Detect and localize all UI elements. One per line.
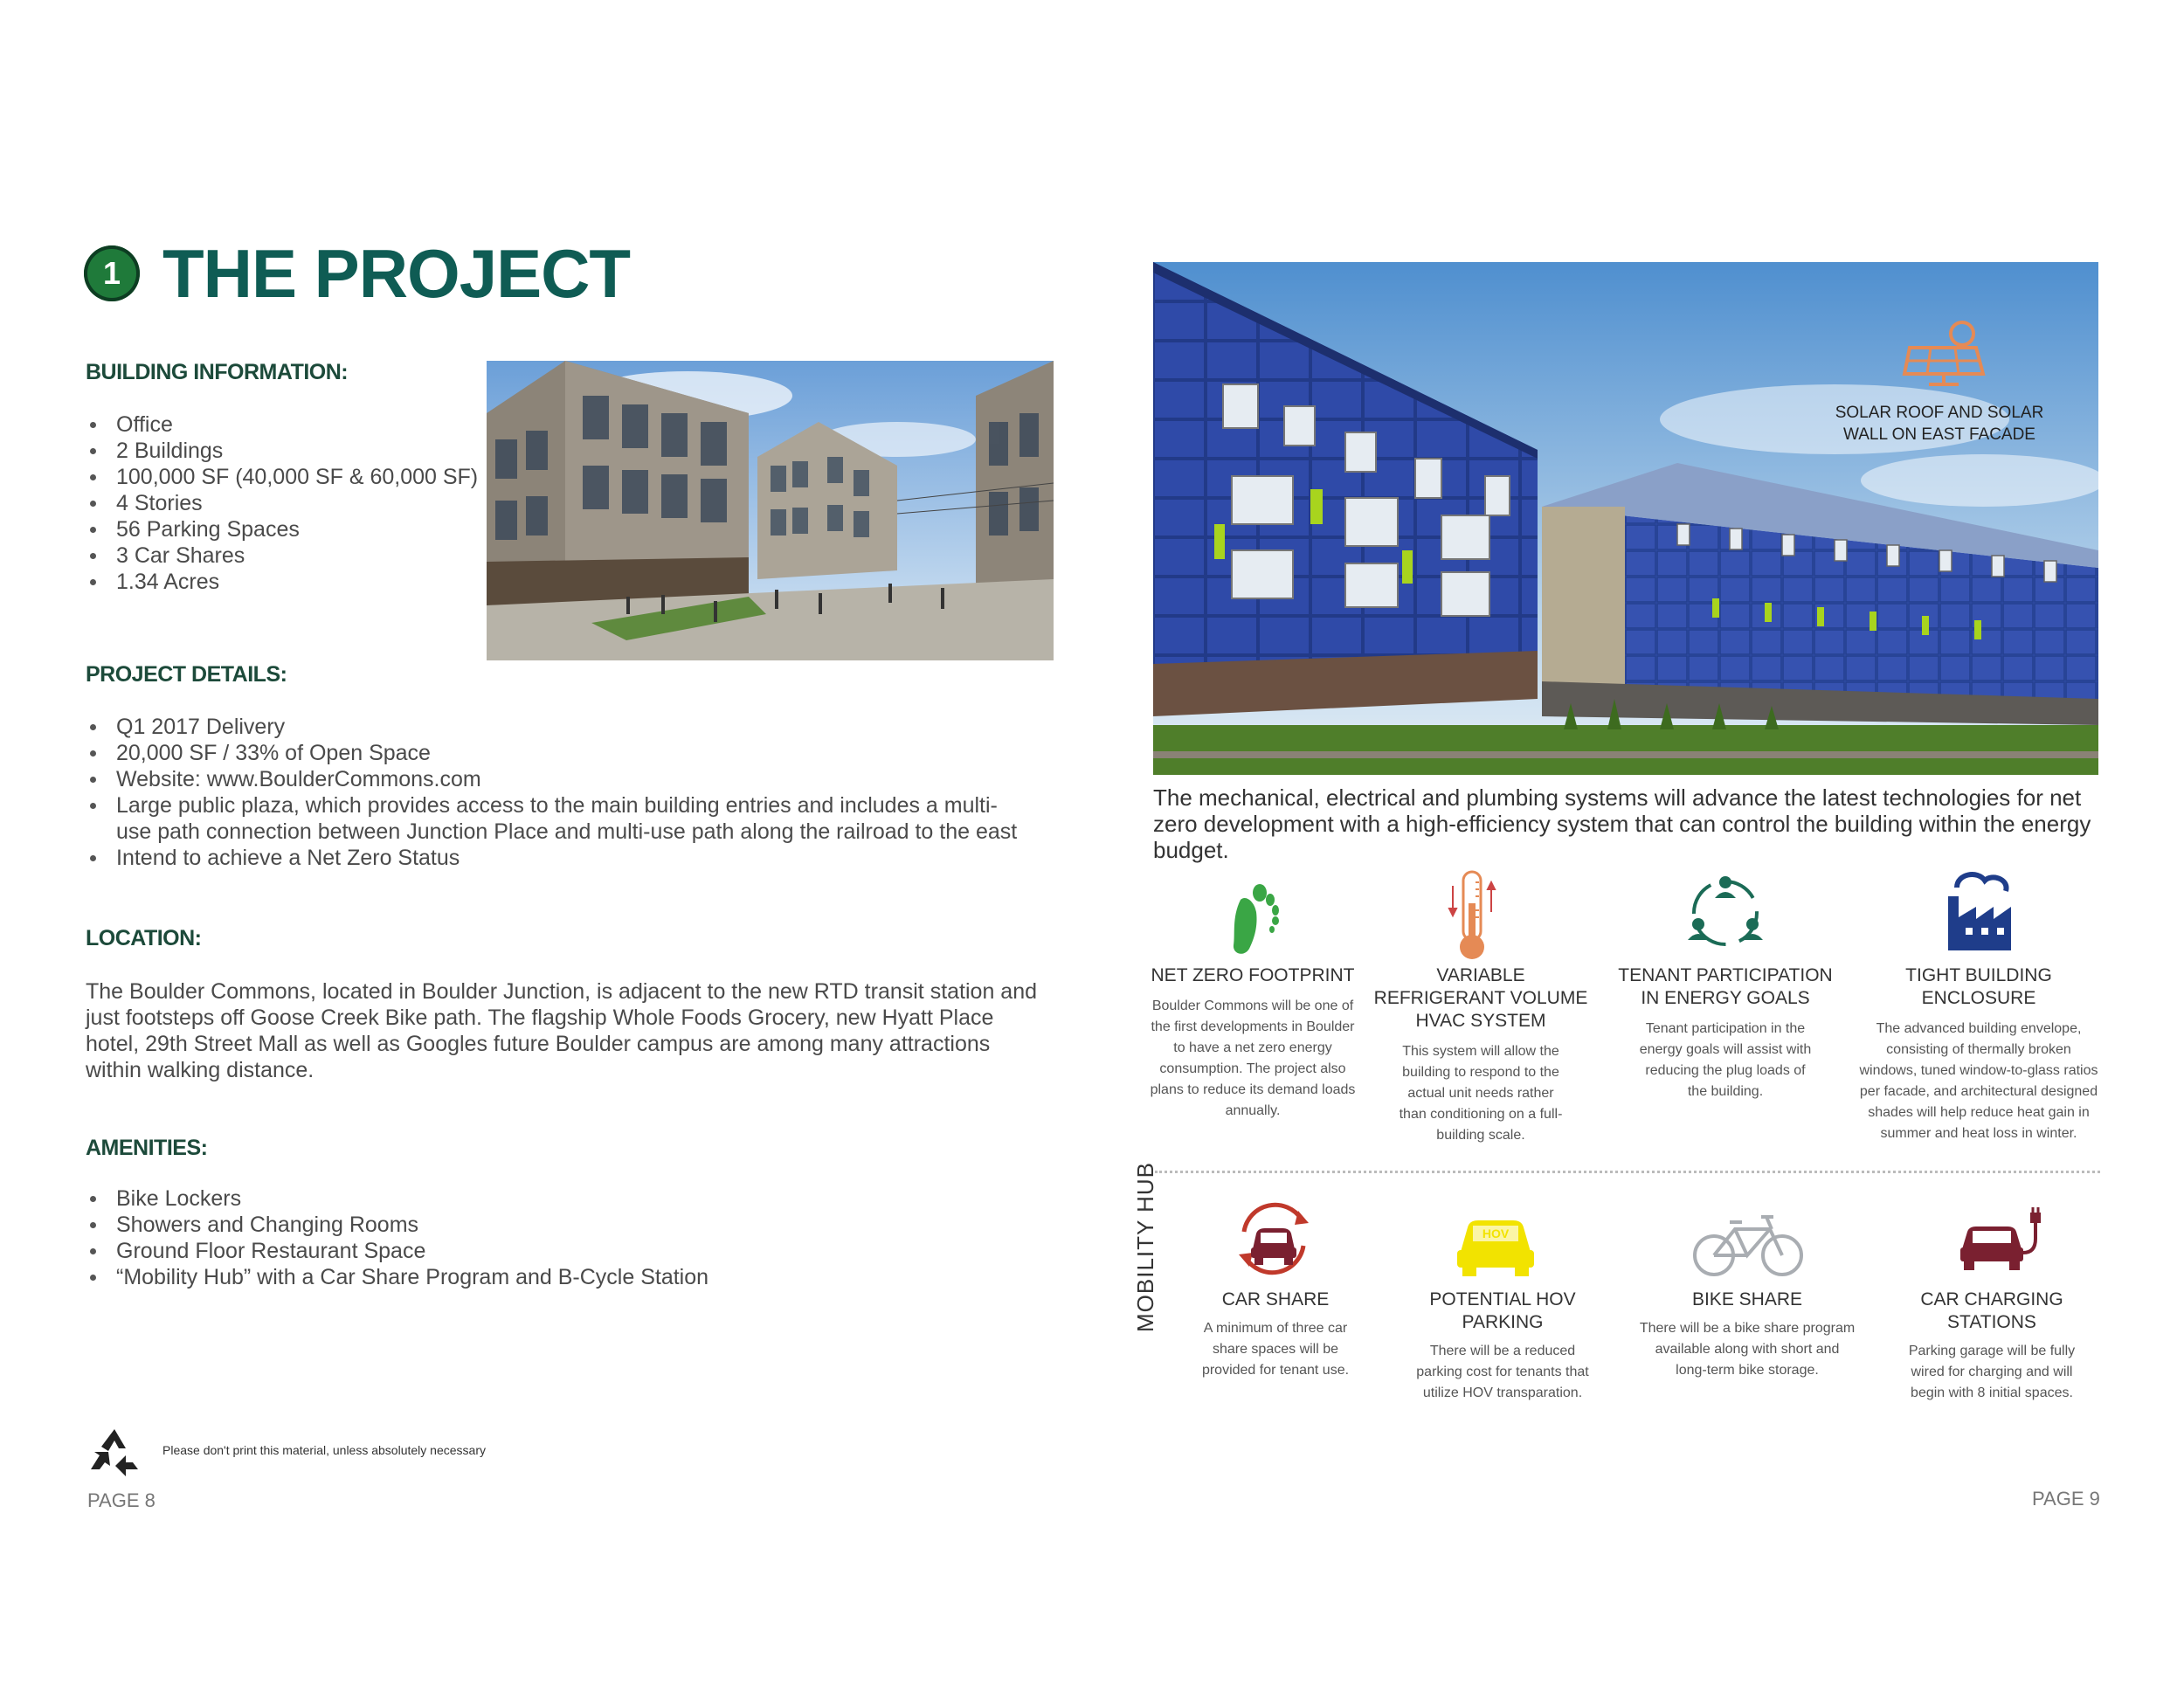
list-item: 4 Stories [86, 490, 479, 516]
list-item: Website: www.BoulderCommons.com [86, 766, 1029, 792]
mobility-title: CAR CHARGING STATIONS [1920, 1289, 2063, 1332]
feature-title: VARIABLE REFRIGERANT VOLUME HVAC SYSTEM [1373, 965, 1588, 1031]
feature-desc: Tenant participation in the energy goals will assist with reducing the plug loads of the building. [1639, 1021, 1812, 1099]
list-item: Ground Floor Restaurant Space [86, 1238, 872, 1264]
feature-net-zero [1148, 964, 1358, 1122]
feature-title: TENANT PARTICIPATION IN ENERGY GOALS [1618, 965, 1833, 1008]
car-share-icon [1232, 1197, 1316, 1285]
feature-desc: This system will allow the building to respond to the actual unit needs rather than conditioning on a full-building scale. [1399, 1044, 1563, 1143]
mobility-hov-parking [1389, 1289, 1616, 1404]
list-item: Q1 2017 Delivery [86, 714, 1029, 740]
plaza-rendering-image [487, 361, 1054, 660]
recycle-note: Please don't print this material, unless absolutely necessary [162, 1443, 486, 1457]
svg-text:HOV: HOV [1482, 1226, 1510, 1240]
thermometer-icon [1446, 868, 1498, 969]
bicycle-icon [1691, 1210, 1805, 1284]
mobility-bike-share [1638, 1289, 1856, 1381]
project-details-list [86, 714, 1029, 871]
building-rendering-image [1153, 262, 2098, 775]
location-heading: LOCATION: [86, 926, 202, 950]
solar-callout-text: SOLAR ROOF AND SOLAR WALL ON EAST FACADE [1835, 404, 2044, 444]
mobility-desc: There will be a reduced parking cost for tenants that utilize HOV transparation. [1416, 1344, 1589, 1400]
list-item: 20,000 SF / 33% of Open Space [86, 740, 1029, 766]
feature-title: TIGHT BUILDING ENCLOSURE [1905, 965, 2052, 1008]
people-cycle-icon [1686, 874, 1765, 957]
location-text: The Boulder Commons, located in Boulder Junction, is adjacent to the new RTD transit station and just footsteps off Goose Creek Bike path. The flagship Whole Foods Grocery, new Hyatt Place hotel, 29th Street Mall as well as Googles future Boulder campus are among many attractions within walking distance. [86, 979, 1038, 1082]
mobility-desc: A minimum of three car share spaces will be provided for tenant use. [1201, 1321, 1350, 1378]
mobility-title: POTENTIAL HOV PARKING [1429, 1289, 1576, 1332]
list-item: “Mobility Hub” with a Car Share Program and B-Cycle Station [86, 1264, 872, 1290]
amenities-list [86, 1185, 872, 1290]
mobility-car-charging [1878, 1289, 2105, 1404]
recycle-icon [87, 1426, 142, 1484]
list-item: Bike Lockers [86, 1185, 872, 1212]
feature-tenant-participation [1616, 964, 1835, 1102]
mobility-title: BIKE SHARE [1691, 1289, 1803, 1309]
amenities-heading: AMENITIES: [86, 1136, 208, 1160]
building-info-list [86, 411, 479, 595]
hov-car-icon [1454, 1217, 1538, 1282]
section-number-badge: 1 [84, 245, 140, 301]
page-title: THE PROJECT [162, 235, 631, 312]
feature-vrv-hvac [1372, 964, 1590, 1146]
mobility-desc: Parking garage will be fully wired for charging and will begin with 8 initial spaces. [1908, 1344, 2076, 1400]
list-item: Intend to achieve a Net Zero Status [86, 845, 1029, 871]
list-item: Office [86, 411, 479, 438]
mobility-hub-label: MOBILITY HUB [1132, 1161, 1158, 1332]
factory-icon [1939, 870, 2018, 958]
list-item: 56 Parking Spaces [86, 516, 479, 542]
page-number-left: PAGE 8 [87, 1489, 156, 1511]
ev-charging-icon [1957, 1207, 2044, 1282]
list-item: Large public plaza, which provides access to the main building entries and includes a multi-use path connection between Junction Place and multi-use path along the railroad to the east [86, 792, 1029, 845]
section-divider [1155, 1171, 2100, 1173]
page-number-right: PAGE 9 [2032, 1488, 2100, 1510]
building-info-heading: BUILDING INFORMATION: [86, 360, 349, 384]
mobility-title: CAR SHARE [1221, 1289, 1330, 1309]
list-item: 100,000 SF (40,000 SF & 60,000 SF) [86, 464, 479, 490]
list-item: Showers and Changing Rooms [86, 1212, 872, 1238]
list-item: 3 Car Shares [86, 542, 479, 569]
list-item: 1.34 Acres [86, 569, 479, 595]
mobility-car-share [1171, 1289, 1380, 1381]
feature-tight-enclosure [1856, 964, 2101, 1144]
feature-desc: Boulder Commons will be one of the first developments in Boulder to have a net zero energy consumption. The project also plans to reduce its demand loads annually. [1150, 998, 1356, 1118]
list-item: 2 Buildings [86, 438, 479, 464]
feature-title: NET ZERO FOOTPRINT [1151, 965, 1355, 985]
footprint-icon [1214, 874, 1293, 965]
project-details-heading: PROJECT DETAILS: [86, 662, 287, 687]
systems-caption: The mechanical, electrical and plumbing systems will advance the latest technologies for net zero development with a high-efficiency system that can control the building within the energy budget. [1153, 784, 2091, 863]
mobility-desc: There will be a bike share program available along with short and long-term bike storage. [1639, 1321, 1856, 1378]
feature-desc: The advanced building envelope, consisting of thermally broken windows, tuned window-to-glass ratios per facade, and architectural designed shades will help reduce heat gain in summer and heat loss in winter. [1859, 1021, 2098, 1141]
